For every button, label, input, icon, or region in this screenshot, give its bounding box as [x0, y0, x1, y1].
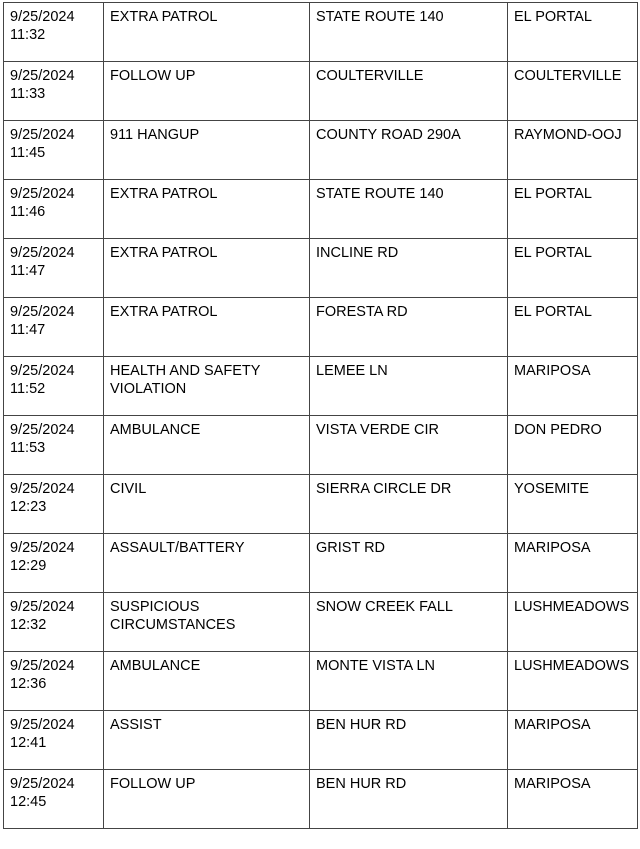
call-type-cell: EXTRA PATROL — [104, 298, 310, 357]
area-cell: LUSHMEADOWS — [508, 593, 638, 652]
table-row — [4, 652, 638, 711]
table-row — [4, 534, 638, 593]
call-log-body — [4, 3, 638, 829]
table-row — [4, 180, 638, 239]
call-type-cell: AMBULANCE — [104, 652, 310, 711]
call-log-table — [3, 2, 638, 829]
datetime-cell: 9/25/2024 11:47 — [4, 298, 104, 357]
area-cell: EL PORTAL — [508, 239, 638, 298]
table-row — [4, 416, 638, 475]
location-cell: LEMEE LN — [310, 357, 508, 416]
call-type-cell: AMBULANCE — [104, 416, 310, 475]
datetime-cell: 9/25/2024 11:33 — [4, 62, 104, 121]
table-row — [4, 711, 638, 770]
call-type-cell: 911 HANGUP — [104, 121, 310, 180]
call-type-cell: ASSIST — [104, 711, 310, 770]
area-cell: MARIPOSA — [508, 357, 638, 416]
call-type-cell: EXTRA PATROL — [104, 3, 310, 62]
call-type-cell: FOLLOW UP — [104, 62, 310, 121]
table-row — [4, 770, 638, 829]
datetime-cell: 9/25/2024 11:53 — [4, 416, 104, 475]
table-row — [4, 475, 638, 534]
area-cell: EL PORTAL — [508, 3, 638, 62]
datetime-cell: 9/25/2024 11:45 — [4, 121, 104, 180]
datetime-cell: 9/25/2024 12:45 — [4, 770, 104, 829]
datetime-cell: 9/25/2024 12:41 — [4, 711, 104, 770]
datetime-cell: 9/25/2024 11:46 — [4, 180, 104, 239]
location-cell: SIERRA CIRCLE DR — [310, 475, 508, 534]
datetime-cell: 9/25/2024 12:32 — [4, 593, 104, 652]
call-type-cell: EXTRA PATROL — [104, 180, 310, 239]
location-cell: COUNTY ROAD 290A — [310, 121, 508, 180]
location-cell: FORESTA RD — [310, 298, 508, 357]
call-type-cell: CIVIL — [104, 475, 310, 534]
datetime-cell: 9/25/2024 11:52 — [4, 357, 104, 416]
datetime-cell: 9/25/2024 11:47 — [4, 239, 104, 298]
area-cell: EL PORTAL — [508, 298, 638, 357]
table-row — [4, 239, 638, 298]
location-cell: GRIST RD — [310, 534, 508, 593]
call-type-cell: EXTRA PATROL — [104, 239, 310, 298]
area-cell: MARIPOSA — [508, 534, 638, 593]
area-cell: DON PEDRO — [508, 416, 638, 475]
datetime-cell: 9/25/2024 12:23 — [4, 475, 104, 534]
area-cell: LUSHMEADOWS — [508, 652, 638, 711]
table-row — [4, 62, 638, 121]
location-cell: BEN HUR RD — [310, 711, 508, 770]
location-cell: COULTERVILLE — [310, 62, 508, 121]
location-cell: VISTA VERDE CIR — [310, 416, 508, 475]
table-row — [4, 121, 638, 180]
table-row — [4, 593, 638, 652]
area-cell: COULTERVILLE — [508, 62, 638, 121]
table-row — [4, 298, 638, 357]
area-cell: MARIPOSA — [508, 711, 638, 770]
area-cell: YOSEMITE — [508, 475, 638, 534]
location-cell: MONTE VISTA LN — [310, 652, 508, 711]
table-row — [4, 3, 638, 62]
location-cell: STATE ROUTE 140 — [310, 3, 508, 62]
area-cell: MARIPOSA — [508, 770, 638, 829]
area-cell: EL PORTAL — [508, 180, 638, 239]
call-type-cell: FOLLOW UP — [104, 770, 310, 829]
table-row — [4, 357, 638, 416]
location-cell: SNOW CREEK FALL — [310, 593, 508, 652]
area-cell: RAYMOND-OOJ — [508, 121, 638, 180]
location-cell: STATE ROUTE 140 — [310, 180, 508, 239]
location-cell: INCLINE RD — [310, 239, 508, 298]
datetime-cell: 9/25/2024 11:32 — [4, 3, 104, 62]
call-type-cell: ASSAULT/BATTERY — [104, 534, 310, 593]
location-cell: BEN HUR RD — [310, 770, 508, 829]
datetime-cell: 9/25/2024 12:29 — [4, 534, 104, 593]
call-type-cell: HEALTH AND SAFETY VIOLATION — [104, 357, 310, 416]
datetime-cell: 9/25/2024 12:36 — [4, 652, 104, 711]
call-type-cell: SUSPICIOUS CIRCUMSTANCES — [104, 593, 310, 652]
